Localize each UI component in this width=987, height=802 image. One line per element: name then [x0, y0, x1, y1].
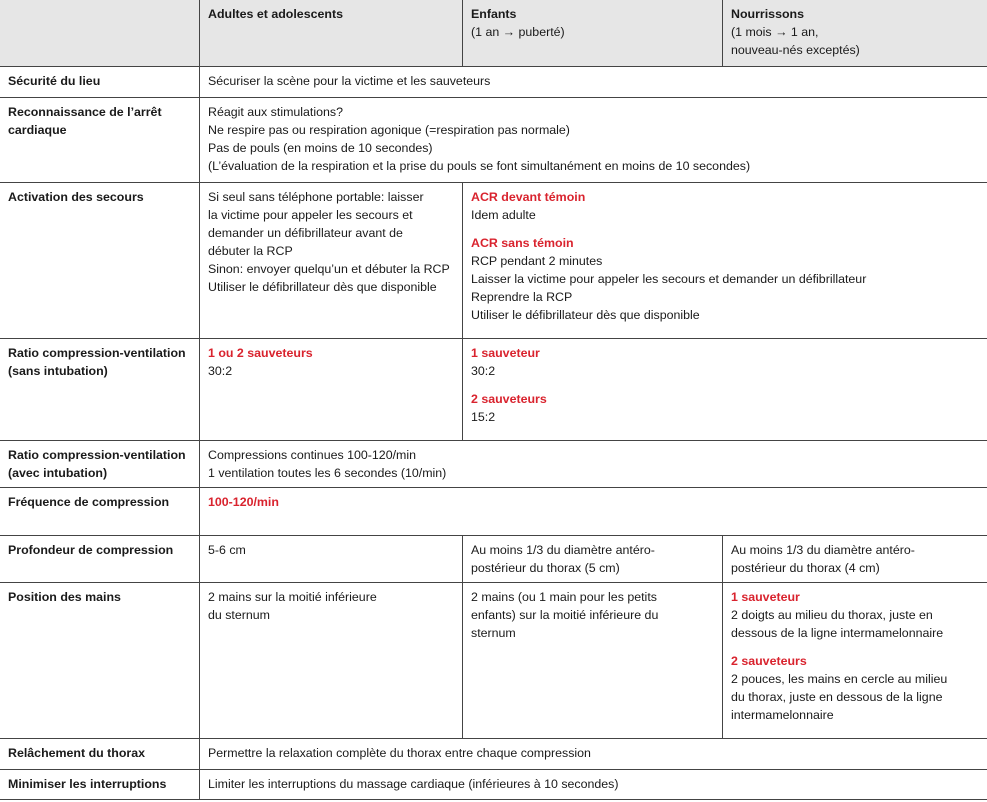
nowitness-line: Utiliser le défibrillateur dès que disponible	[471, 308, 700, 322]
position-adult-line: du sternum	[208, 608, 270, 622]
profondeur-infants	[723, 536, 987, 582]
column-divider	[722, 535, 723, 739]
row-divider	[0, 182, 987, 183]
frequence-value: 100-120/min	[208, 495, 279, 509]
row-label-text: Activation des secours	[8, 190, 144, 204]
row-label-text: Relâchement du thorax	[8, 746, 146, 760]
position-infant-line: du thorax, juste en dessous de la ligne	[731, 690, 943, 704]
position-adult-line: 2 mains sur la moitié inférieure	[208, 590, 377, 604]
position-infant-title-2: 2 sauveteurs	[731, 654, 807, 668]
row-divider	[0, 66, 987, 67]
row-label-relachement	[0, 739, 200, 769]
row-label-profondeur	[0, 536, 200, 582]
witness-title: ACR devant témoin	[471, 190, 586, 204]
reconnaissance-line: Ne respire pas ou respiration agonique (=respiration pas normale)	[208, 123, 570, 137]
row-label-text: Fréquence de compression	[8, 495, 170, 509]
row-label-text: Ratio compression-ventilation	[8, 346, 186, 360]
interruptions-content	[200, 770, 987, 799]
profondeur-child-line: postérieur du thorax (5 cm)	[471, 561, 620, 575]
column-divider	[462, 0, 463, 67]
position-adults	[200, 583, 463, 738]
nowitness-line: Laisser la victime pour appeler les secours et demander un défibrillateur	[471, 272, 867, 286]
activation-adult-line: demander un défibrillateur avant de	[208, 226, 403, 240]
position-infant-line: dessous de la ligne intermamelonnaire	[731, 626, 944, 640]
profondeur-adults	[200, 536, 463, 582]
ratio-adult-value: 30:2	[208, 364, 233, 378]
row-divider	[0, 487, 987, 488]
header-children	[463, 0, 723, 66]
row-label-text: Reconnaissance de l’arrêt	[8, 105, 162, 119]
header-infants-range-2: nouveau-nés exceptés)	[731, 43, 860, 57]
position-child-line: 2 mains (ou 1 main pour les petits	[471, 590, 657, 604]
ratio-child-value-1: 30:2	[471, 364, 496, 378]
row-divider	[0, 97, 987, 98]
activation-adult-line: débuter la RCP	[208, 244, 293, 258]
row-label-text: Sécurité du lieu	[8, 74, 101, 88]
ratio-avec-line: 1 ventilation toutes les 6 secondes (10/min)	[208, 466, 447, 480]
header-children-range: (1 an → puberté)	[471, 25, 565, 39]
profondeur-adult: 5-6 cm	[208, 543, 246, 557]
ratio-child-title-1: 1 sauveteur	[471, 346, 540, 360]
ratio-adult-title: 1 ou 2 sauveteurs	[208, 346, 313, 360]
ratio-child-title-2: 2 sauveteurs	[471, 392, 547, 406]
row-divider	[0, 440, 987, 441]
profondeur-infant-line: postérieur du thorax (4 cm)	[731, 561, 880, 575]
column-divider	[199, 0, 200, 800]
column-divider	[462, 182, 463, 441]
nowitness-line: RCP pendant 2 minutes	[471, 254, 603, 268]
ratio-avec-line: Compressions continues 100-120/min	[208, 448, 416, 462]
position-child-line: sternum	[471, 626, 516, 640]
row-label-text: Position des mains	[8, 590, 121, 604]
row-label-text: (avec intubation)	[8, 466, 108, 480]
row-label-position	[0, 583, 200, 738]
activation-adult-line: Sinon: envoyer quelqu’un et débuter la RCP	[208, 262, 450, 276]
nowitness-line: Reprendre la RCP	[471, 290, 573, 304]
reconnaissance-content	[200, 98, 987, 182]
reconnaissance-line: (L’évaluation de la respiration et la prise du pouls se font simultanément en moins de 10 secondes)	[208, 159, 751, 173]
row-divider	[0, 582, 987, 583]
relachement-text: Permettre la relaxation complète du thorax entre chaque compression	[208, 746, 591, 760]
position-infant-line: 2 doigts au milieu du thorax, juste en	[731, 608, 933, 622]
row-label-reconnaissance	[0, 98, 200, 182]
header-adults-label: Adultes et adolescents	[208, 7, 343, 21]
securite-content	[200, 67, 987, 97]
position-child-line: enfants) sur la moitié inférieure du	[471, 608, 659, 622]
header-empty-cell	[0, 0, 200, 66]
reconnaissance-line: Pas de pouls (en moins de 10 secondes)	[208, 141, 433, 155]
position-infant-line: intermamelonnaire	[731, 708, 834, 722]
column-divider	[462, 535, 463, 739]
activation-adults	[200, 183, 463, 338]
row-label-ratio-sans	[0, 339, 200, 440]
profondeur-children	[463, 536, 723, 582]
nowitness-title: ACR sans témoin	[471, 236, 574, 250]
position-children	[463, 583, 723, 738]
row-label-interruptions	[0, 770, 200, 799]
column-divider	[722, 0, 723, 67]
profondeur-child-line: Au moins 1/3 du diamètre antéro-	[471, 543, 655, 557]
position-infant-title-1: 1 sauveteur	[731, 590, 800, 604]
header-infants-range-1: (1 mois → 1 an,	[731, 25, 819, 39]
ratio-sans-children-infants	[463, 339, 987, 440]
row-label-securite	[0, 67, 200, 97]
securite-text: Sécuriser la scène pour la victime et les sauveteurs	[208, 74, 491, 88]
position-infants	[723, 583, 987, 738]
row-divider	[0, 338, 987, 339]
header-infants	[723, 0, 987, 66]
position-infant-line: 2 pouces, les mains en cercle au milieu	[731, 672, 948, 686]
row-label-text: Ratio compression-ventilation	[8, 448, 186, 462]
row-label-text: Minimiser les interruptions	[8, 777, 167, 791]
reconnaissance-line: Réagit aux stimulations?	[208, 105, 343, 119]
relachement-content	[200, 739, 987, 769]
row-divider	[0, 535, 987, 536]
row-label-text: (sans intubation)	[8, 364, 108, 378]
row-label-activation	[0, 183, 200, 338]
header-infants-label: Nourrissons	[731, 7, 804, 21]
witness-text: Idem adulte	[471, 208, 536, 222]
row-label-ratio-avec	[0, 441, 200, 487]
row-label-text: Profondeur de compression	[8, 543, 174, 557]
activation-adult-line: la victime pour appeler les secours et	[208, 208, 413, 222]
row-divider	[0, 738, 987, 739]
ratio-child-value-2: 15:2	[471, 410, 496, 424]
activation-adult-line: Utiliser le défibrillateur dès que disponible	[208, 280, 437, 294]
activation-children-infants	[463, 183, 987, 338]
header-children-label: Enfants	[471, 7, 517, 21]
frequence-content	[200, 488, 987, 535]
activation-adult-line: Si seul sans téléphone portable: laisser	[208, 190, 424, 204]
row-label-frequence	[0, 488, 200, 535]
row-divider	[0, 799, 987, 800]
interruptions-text: Limiter les interruptions du massage cardiaque (inférieures à 10 secondes)	[208, 777, 619, 791]
row-label-text: cardiaque	[8, 123, 67, 137]
ratio-avec-content	[200, 441, 987, 487]
row-divider	[0, 769, 987, 770]
header-adults	[200, 0, 463, 66]
ratio-sans-adults	[200, 339, 463, 440]
profondeur-infant-line: Au moins 1/3 du diamètre antéro-	[731, 543, 915, 557]
